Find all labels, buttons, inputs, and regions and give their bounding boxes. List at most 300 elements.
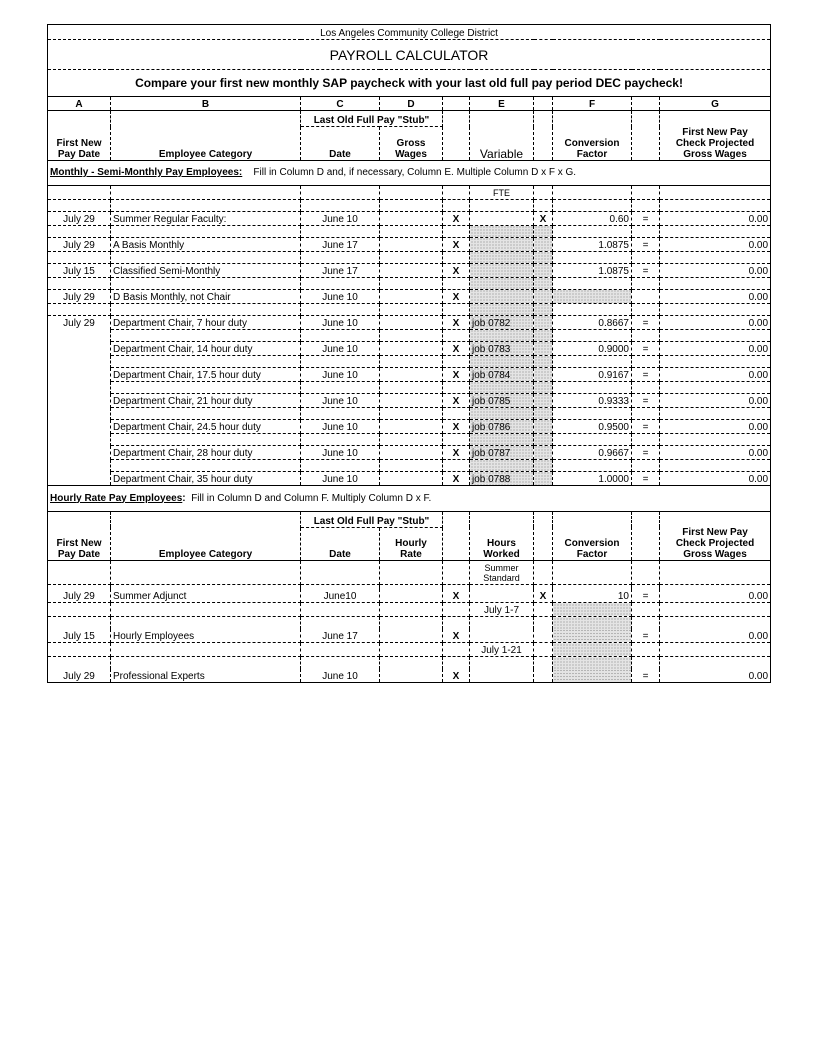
projected-wages-cell: 0.00 bbox=[660, 237, 771, 251]
spacer-cell bbox=[534, 277, 553, 289]
spacer-cell bbox=[660, 355, 771, 367]
spacer-cell bbox=[380, 277, 443, 289]
spacer-cell bbox=[660, 329, 771, 341]
col-letter-e: E bbox=[470, 97, 534, 111]
spacer-cell bbox=[632, 433, 660, 445]
multiply-x: X bbox=[443, 237, 470, 251]
multiply-x: X bbox=[443, 629, 470, 643]
spacer-cell bbox=[48, 617, 111, 629]
date-cell: June 10 bbox=[301, 669, 380, 683]
category-cell: Department Chair, 35 hour duty bbox=[111, 471, 301, 485]
payroll-sheet bbox=[47, 24, 770, 683]
multiply-x2 bbox=[534, 263, 553, 277]
pay-date-cell bbox=[48, 471, 111, 485]
gross-wages-input[interactable] bbox=[380, 393, 443, 407]
spacer-cell bbox=[301, 459, 380, 471]
spacer-cell bbox=[48, 225, 111, 237]
spacer-cell bbox=[660, 617, 771, 629]
hourly-rate-input[interactable] bbox=[380, 629, 443, 643]
gross-wages-input[interactable] bbox=[380, 419, 443, 433]
spacer-cell bbox=[301, 433, 380, 445]
spacer-cell bbox=[534, 199, 553, 211]
spacer-cell bbox=[48, 459, 111, 471]
variable-input[interactable]: job 0786 bbox=[470, 419, 534, 433]
hours-worked-input[interactable] bbox=[470, 669, 534, 683]
spacer-cell bbox=[301, 225, 380, 237]
variable-input[interactable]: job 0787 bbox=[470, 445, 534, 459]
variable-input[interactable]: job 0782 bbox=[470, 315, 534, 329]
spacer-cell bbox=[443, 603, 470, 617]
spacer-cell bbox=[48, 433, 111, 445]
pay-date-cell: July 29 bbox=[48, 289, 111, 303]
variable-input[interactable]: job 0783 bbox=[470, 341, 534, 355]
spacer-cell bbox=[443, 329, 470, 341]
date-cell: June 10 bbox=[301, 211, 380, 225]
conversion-factor-cell: 0.8667 bbox=[553, 315, 632, 329]
variable-heading: Variable bbox=[470, 127, 534, 161]
hours-worked-heading: Hours Worked bbox=[470, 527, 534, 561]
date-cell: June 17 bbox=[301, 629, 380, 643]
spacer-cell bbox=[660, 459, 771, 471]
spacer-cell bbox=[48, 277, 111, 289]
equals-sign bbox=[632, 289, 660, 303]
hours-period-label: July 1-7 bbox=[470, 603, 534, 617]
conversion-factor-input[interactable] bbox=[553, 629, 632, 643]
projected-wages-cell: 0.00 bbox=[660, 669, 771, 683]
variable-input[interactable] bbox=[470, 237, 534, 251]
spacer-cell bbox=[534, 303, 553, 315]
hourly-employee-category-heading: Employee Category bbox=[111, 527, 301, 561]
hourly-rate-heading: Hourly Rate bbox=[380, 527, 443, 561]
spacer-cell bbox=[534, 251, 553, 263]
multiply-x2: X bbox=[534, 211, 553, 225]
multiply-x: X bbox=[443, 445, 470, 459]
spacer-cell bbox=[443, 277, 470, 289]
spacer-cell bbox=[48, 381, 111, 393]
pay-date-cell: July 15 bbox=[48, 629, 111, 643]
payroll-table bbox=[47, 24, 771, 683]
spacer-cell bbox=[111, 407, 301, 419]
spacer-cell bbox=[380, 251, 443, 263]
spacer-cell bbox=[443, 381, 470, 393]
pay-date-cell bbox=[48, 367, 111, 381]
spacer-cell bbox=[632, 381, 660, 393]
spacer-cell bbox=[632, 251, 660, 263]
conversion-factor-cell: 0.9333 bbox=[553, 393, 632, 407]
gross-wages-input[interactable] bbox=[380, 471, 443, 485]
date-cell: June 10 bbox=[301, 419, 380, 433]
spacer-cell bbox=[380, 199, 443, 211]
col-letter-a: A bbox=[48, 97, 111, 111]
col-blank bbox=[443, 97, 470, 111]
conversion-factor-cell: 0.9667 bbox=[553, 445, 632, 459]
multiply-x2 bbox=[534, 315, 553, 329]
multiply-x2 bbox=[534, 471, 553, 485]
variable-input[interactable] bbox=[470, 263, 534, 277]
gross-wages-input[interactable] bbox=[380, 263, 443, 277]
spacer-cell bbox=[553, 459, 632, 471]
spacer-cell bbox=[553, 225, 632, 237]
table-row bbox=[48, 237, 771, 251]
hours-period-label: July 1-21 bbox=[470, 643, 534, 657]
district-name: Los Angeles Community College District bbox=[48, 25, 771, 40]
spacer-cell bbox=[301, 657, 380, 669]
hours-worked-input[interactable] bbox=[470, 629, 534, 643]
page-subtitle: Compare your first new monthly SAP paycheck with your last old full pay period DEC paycheck! bbox=[48, 70, 771, 97]
fte-label: FTE bbox=[470, 185, 534, 199]
multiply-x2 bbox=[534, 419, 553, 433]
spacer-cell bbox=[553, 277, 632, 289]
multiply-x2 bbox=[534, 669, 553, 683]
table-row bbox=[48, 419, 771, 433]
category-cell: Department Chair, 21 hour duty bbox=[111, 393, 301, 407]
multiply-x: X bbox=[443, 367, 470, 381]
spacer-cell bbox=[111, 657, 301, 669]
pay-date-cell: July 29 bbox=[48, 669, 111, 683]
spacer-cell bbox=[380, 459, 443, 471]
spacer-cell bbox=[48, 657, 111, 669]
spacer-cell bbox=[470, 303, 534, 315]
stub-heading: Last Old Full Pay "Stub" bbox=[301, 111, 443, 127]
multiply-x: X bbox=[443, 315, 470, 329]
spacer-cell bbox=[534, 643, 553, 657]
hourly-rate-input[interactable] bbox=[380, 589, 443, 603]
conversion-factor-cell: 0.9167 bbox=[553, 367, 632, 381]
date-cell: June 17 bbox=[301, 263, 380, 277]
variable-input[interactable] bbox=[470, 211, 534, 225]
date-cell: June 10 bbox=[301, 445, 380, 459]
spacer-cell bbox=[632, 407, 660, 419]
projected-wages-cell: 0.00 bbox=[660, 445, 771, 459]
spacer-cell bbox=[443, 225, 470, 237]
spacer-cell bbox=[443, 407, 470, 419]
table-row bbox=[48, 341, 771, 355]
gross-wages-input[interactable] bbox=[380, 315, 443, 329]
spacer-cell bbox=[660, 657, 771, 669]
spacer-cell bbox=[443, 303, 470, 315]
spacer-cell bbox=[534, 657, 553, 669]
category-cell: Department Chair, 14 hour duty bbox=[111, 341, 301, 355]
spacer-cell bbox=[111, 303, 301, 315]
category-cell: Department Chair, 17.5 hour duty bbox=[111, 367, 301, 381]
table-row bbox=[48, 589, 771, 603]
monthly-section-title: Monthly - Semi-Monthly Pay Employees: Fill in Column D and, if necessary, Column E. Multiple Column D x F x G. bbox=[48, 160, 771, 185]
col-letter-f: F bbox=[553, 97, 632, 111]
conversion-factor-input[interactable] bbox=[553, 669, 632, 683]
projected-wages-cell: 0.00 bbox=[660, 629, 771, 643]
pay-date-cell: July 15 bbox=[48, 263, 111, 277]
multiply-x: X bbox=[443, 589, 470, 603]
multiply-x2 bbox=[534, 393, 553, 407]
spacer-cell bbox=[632, 643, 660, 657]
spacer-cell bbox=[111, 199, 301, 211]
date-cell: June 10 bbox=[301, 289, 380, 303]
spacer-cell bbox=[470, 199, 534, 211]
spacer-cell bbox=[632, 355, 660, 367]
spacer-cell bbox=[301, 355, 380, 367]
spacer-cell bbox=[553, 407, 632, 419]
spacer-cell bbox=[534, 433, 553, 445]
pay-date-cell bbox=[48, 341, 111, 355]
category-cell: Department Chair, 28 hour duty bbox=[111, 445, 301, 459]
table-row bbox=[48, 367, 771, 381]
spacer-cell bbox=[111, 381, 301, 393]
date-cell: June 10 bbox=[301, 471, 380, 485]
spacer-cell bbox=[380, 381, 443, 393]
spacer-cell bbox=[470, 381, 534, 393]
multiply-x: X bbox=[443, 263, 470, 277]
spacer-cell bbox=[534, 329, 553, 341]
projected-wages-cell: 0.00 bbox=[660, 263, 771, 277]
col-letter-g: G bbox=[660, 97, 771, 111]
spacer-cell bbox=[470, 355, 534, 367]
multiply-x: X bbox=[443, 393, 470, 407]
spacer-cell bbox=[111, 251, 301, 263]
spacer-cell bbox=[380, 225, 443, 237]
col-blank bbox=[534, 97, 553, 111]
spacer-cell bbox=[632, 303, 660, 315]
table-row bbox=[48, 629, 771, 643]
pay-date-cell: July 29 bbox=[48, 237, 111, 251]
conversion-factor-cell bbox=[553, 289, 632, 303]
spacer-cell bbox=[380, 603, 443, 617]
pay-date-cell: July 29 bbox=[48, 589, 111, 603]
equals-sign: = bbox=[632, 393, 660, 407]
equals-sign: = bbox=[632, 315, 660, 329]
spacer-cell bbox=[380, 407, 443, 419]
spacer-cell bbox=[534, 381, 553, 393]
variable-input[interactable]: job 0784 bbox=[470, 367, 534, 381]
category-cell: Professional Experts bbox=[111, 669, 301, 683]
spacer-cell bbox=[470, 277, 534, 289]
table-row bbox=[48, 211, 771, 225]
spacer-cell bbox=[553, 381, 632, 393]
category-cell: Department Chair, 24.5 hour duty bbox=[111, 419, 301, 433]
spacer-cell bbox=[48, 407, 111, 419]
variable-input[interactable] bbox=[470, 289, 534, 303]
variable-input[interactable]: job 0785 bbox=[470, 393, 534, 407]
variable-input[interactable]: job 0788 bbox=[470, 471, 534, 485]
table-row bbox=[48, 263, 771, 277]
spacer-cell bbox=[380, 657, 443, 669]
spacer-cell bbox=[632, 657, 660, 669]
table-row bbox=[48, 315, 771, 329]
spacer-cell bbox=[443, 657, 470, 669]
projected-wages-cell: 0.00 bbox=[660, 589, 771, 603]
conversion-factor-heading: Conversion Factor bbox=[553, 127, 632, 161]
spacer-cell bbox=[111, 617, 301, 629]
equals-sign: = bbox=[632, 341, 660, 355]
employee-category-heading: Employee Category bbox=[111, 127, 301, 161]
spacer-cell bbox=[534, 355, 553, 367]
gross-wages-input[interactable] bbox=[380, 289, 443, 303]
spacer-cell bbox=[553, 251, 632, 263]
multiply-x: X bbox=[443, 211, 470, 225]
spacer-cell bbox=[111, 643, 301, 657]
equals-sign: = bbox=[632, 419, 660, 433]
equals-sign: = bbox=[632, 669, 660, 683]
spacer-cell bbox=[632, 459, 660, 471]
spacer-cell bbox=[553, 433, 632, 445]
spacer-cell bbox=[48, 643, 111, 657]
projected-wages-cell: 0.00 bbox=[660, 289, 771, 303]
date-cell: June 17 bbox=[301, 237, 380, 251]
spacer-cell bbox=[470, 617, 534, 629]
category-cell: Summer Adjunct bbox=[111, 589, 301, 603]
equals-sign: = bbox=[632, 589, 660, 603]
spacer-cell bbox=[380, 355, 443, 367]
date-cell: June 10 bbox=[301, 315, 380, 329]
gross-wages-input[interactable] bbox=[380, 445, 443, 459]
spacer-cell bbox=[534, 407, 553, 419]
table-row bbox=[48, 471, 771, 485]
spacer-cell bbox=[553, 603, 632, 617]
spacer-cell bbox=[443, 459, 470, 471]
spacer-cell bbox=[301, 329, 380, 341]
multiply-x2 bbox=[534, 237, 553, 251]
equals-sign: = bbox=[632, 263, 660, 277]
spacer-cell bbox=[660, 277, 771, 289]
gross-wages-input[interactable] bbox=[380, 341, 443, 355]
projected-wages-cell: 0.00 bbox=[660, 315, 771, 329]
conversion-factor-input[interactable]: 10 bbox=[553, 589, 632, 603]
spacer-cell bbox=[443, 199, 470, 211]
projected-wages-cell: 0.00 bbox=[660, 471, 771, 485]
equals-sign: = bbox=[632, 471, 660, 485]
spacer-cell bbox=[301, 251, 380, 263]
spacer-cell bbox=[553, 657, 632, 669]
gross-wages-input[interactable] bbox=[380, 237, 443, 251]
hourly-conversion-factor-heading: Conversion Factor bbox=[553, 527, 632, 561]
projected-wages-cell: 0.00 bbox=[660, 419, 771, 433]
spacer-cell bbox=[301, 199, 380, 211]
category-cell: Classified Semi-Monthly bbox=[111, 263, 301, 277]
spacer-cell bbox=[632, 199, 660, 211]
first-new-pay-date-heading: First New Pay Date bbox=[48, 127, 111, 161]
spacer-cell bbox=[660, 225, 771, 237]
spacer-cell bbox=[660, 303, 771, 315]
spacer-cell bbox=[553, 643, 632, 657]
summer-standard-label: Summer Standard bbox=[470, 561, 534, 585]
category-cell: Hourly Employees bbox=[111, 629, 301, 643]
projected-wages-cell: 0.00 bbox=[660, 393, 771, 407]
spacer-cell bbox=[48, 603, 111, 617]
spacer-cell bbox=[660, 407, 771, 419]
table-row bbox=[48, 445, 771, 459]
spacer-cell bbox=[470, 407, 534, 419]
spacer-cell bbox=[534, 459, 553, 471]
spacer-cell bbox=[660, 643, 771, 657]
spacer-cell bbox=[111, 355, 301, 367]
hours-worked-input[interactable] bbox=[470, 589, 534, 603]
spacer-cell bbox=[111, 277, 301, 289]
date-cell: June 10 bbox=[301, 367, 380, 381]
spacer-cell bbox=[380, 303, 443, 315]
pay-date-cell bbox=[48, 445, 111, 459]
multiply-x: X bbox=[443, 669, 470, 683]
equals-sign: = bbox=[632, 237, 660, 251]
spacer-cell bbox=[470, 225, 534, 237]
spacer-cell bbox=[380, 643, 443, 657]
spacer-cell bbox=[111, 329, 301, 341]
spacer-cell bbox=[553, 355, 632, 367]
spacer-cell bbox=[660, 433, 771, 445]
spacer-cell bbox=[301, 643, 380, 657]
gross-wages-input[interactable] bbox=[380, 367, 443, 381]
pay-date-cell bbox=[48, 419, 111, 433]
spacer-cell bbox=[48, 251, 111, 263]
table-row bbox=[48, 393, 771, 407]
spacer-cell bbox=[301, 303, 380, 315]
spacer-cell bbox=[470, 251, 534, 263]
projected-wages-cell: 0.00 bbox=[660, 367, 771, 381]
hourly-first-new-pay-date-heading: First New Pay Date bbox=[48, 527, 111, 561]
spacer-cell bbox=[443, 251, 470, 263]
hourly-date-heading: Date bbox=[301, 527, 380, 561]
spacer-cell bbox=[111, 459, 301, 471]
pay-date-cell: July 29 bbox=[48, 315, 111, 329]
spacer-cell bbox=[111, 225, 301, 237]
spacer-cell bbox=[553, 329, 632, 341]
spacer-cell bbox=[301, 407, 380, 419]
multiply-x: X bbox=[443, 289, 470, 303]
category-cell: A Basis Monthly bbox=[111, 237, 301, 251]
equals-sign: = bbox=[632, 211, 660, 225]
spacer-cell bbox=[380, 617, 443, 629]
gross-wages-input[interactable] bbox=[380, 211, 443, 225]
spacer-cell bbox=[470, 657, 534, 669]
spacer-cell bbox=[470, 433, 534, 445]
projected-wages-cell: 0.00 bbox=[660, 211, 771, 225]
date-cell: June 10 bbox=[301, 341, 380, 355]
projected-wages-cell: 0.00 bbox=[660, 341, 771, 355]
category-cell: Summer Regular Faculty: bbox=[111, 211, 301, 225]
conversion-factor-cell: 1.0000 bbox=[553, 471, 632, 485]
spacer-cell bbox=[380, 433, 443, 445]
category-cell: D Basis Monthly, not Chair bbox=[111, 289, 301, 303]
category-cell: Department Chair, 7 hour duty bbox=[111, 315, 301, 329]
page-title: PAYROLL CALCULATOR bbox=[48, 40, 771, 70]
hourly-stub-heading: Last Old Full Pay "Stub" bbox=[301, 511, 443, 527]
spacer-cell bbox=[553, 199, 632, 211]
spacer-cell bbox=[660, 199, 771, 211]
spacer-cell bbox=[301, 277, 380, 289]
conversion-factor-cell: 1.0875 bbox=[553, 237, 632, 251]
hourly-rate-input[interactable] bbox=[380, 669, 443, 683]
spacer-cell bbox=[660, 251, 771, 263]
multiply-x2 bbox=[534, 341, 553, 355]
date-heading: Date bbox=[301, 127, 380, 161]
spacer-cell bbox=[470, 329, 534, 341]
multiply-x2 bbox=[534, 289, 553, 303]
conversion-factor-cell: 0.9000 bbox=[553, 341, 632, 355]
spacer-cell bbox=[301, 603, 380, 617]
spacer-cell bbox=[632, 603, 660, 617]
multiply-x: X bbox=[443, 341, 470, 355]
spacer-cell bbox=[632, 617, 660, 629]
multiply-x2 bbox=[534, 445, 553, 459]
spacer-cell bbox=[48, 355, 111, 367]
spacer-cell bbox=[48, 329, 111, 341]
hourly-section-title: Hourly Rate Pay Employees: Fill in Column D and Column F. Multiply Column D x F. bbox=[48, 485, 771, 511]
multiply-x: X bbox=[443, 471, 470, 485]
spacer-cell bbox=[443, 643, 470, 657]
spacer-cell bbox=[553, 303, 632, 315]
spacer-cell bbox=[553, 617, 632, 629]
gross-wages-heading: Gross Wages bbox=[380, 127, 443, 161]
col-letter-b: B bbox=[111, 97, 301, 111]
spacer-cell bbox=[48, 199, 111, 211]
